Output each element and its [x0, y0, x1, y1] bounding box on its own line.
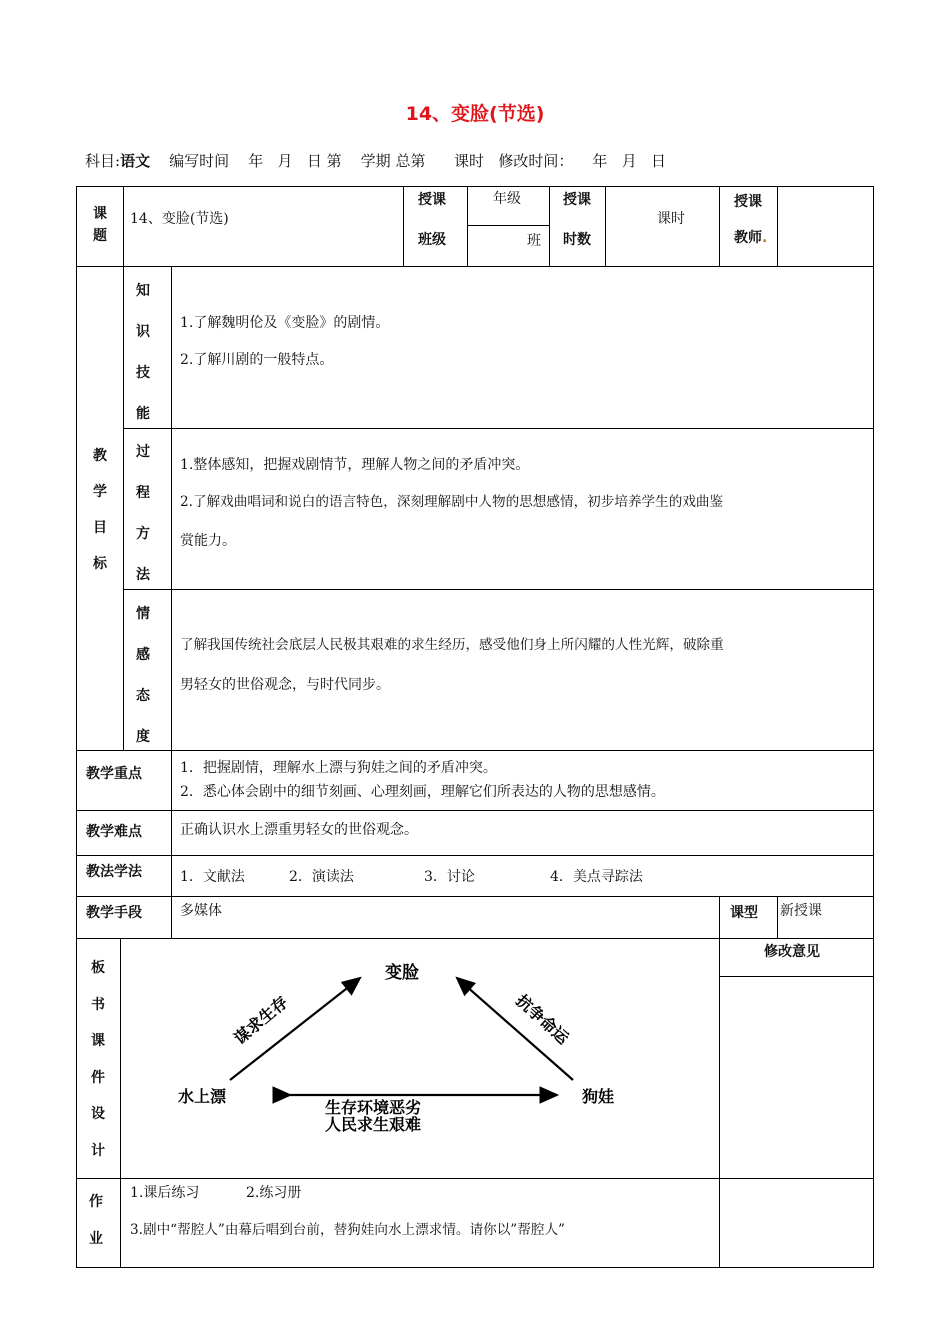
- hours-label-2: 时数: [563, 232, 591, 248]
- tools-text: 多媒体: [180, 903, 222, 919]
- table-rule: [777, 896, 778, 938]
- methods-label: 教法学法: [86, 864, 142, 880]
- teacher-label-1: 授课: [734, 194, 762, 210]
- table-rule: [777, 186, 778, 266]
- method-item-1: 1．文献法: [180, 869, 245, 885]
- edge-bottom-label-2: 人民求生艰难: [325, 1115, 422, 1134]
- table-rule: [76, 266, 874, 267]
- table-rule: [171, 266, 172, 750]
- knowledge-label: 知 识 技 能: [136, 283, 150, 422]
- table-rule: [403, 186, 404, 266]
- knowledge-line-2: 2.了解川剧的一般特点。: [180, 352, 334, 368]
- meta-line: [85, 150, 666, 171]
- revision-label: 修改意见: [764, 944, 820, 960]
- meta-rest: 编写时间 年 月 日 第 学期 总第 课时 修改时间： 年 月 日: [169, 152, 667, 170]
- table-rule: [719, 896, 720, 938]
- emotion-line-2: 男轻女的世俗观念，与时代同步。: [180, 677, 390, 693]
- table-rule: [123, 428, 874, 429]
- key-points-label: 教学重点: [86, 766, 142, 782]
- method-item-2: 2．演读法: [289, 869, 354, 885]
- table-border-right: [873, 186, 874, 1268]
- subject-value: 语文: [120, 152, 151, 170]
- table-rule: [123, 589, 874, 590]
- table-rule: [76, 1178, 874, 1179]
- table-rule: [605, 186, 606, 266]
- emotion-label: 情 感 态 度: [136, 606, 150, 745]
- key-points-line-2: 2．悉心体会剧中的细节刻画、心理刻画，理解它们所表达的人物的思想感情。: [180, 784, 665, 800]
- table-rule: [76, 1267, 874, 1268]
- method-item-4: 4．美点寻踪法: [550, 869, 643, 885]
- topic-label: 课 题: [93, 206, 107, 244]
- table-rule: [549, 186, 550, 266]
- hours-unit: 课时: [657, 211, 685, 227]
- table-rule: [467, 186, 468, 266]
- class-label-1: 授课: [418, 192, 446, 208]
- homework-item-3: 3.剧中“帮腔人”由幕后唱到台前，替狗娃向水上漂求情。请你以”帮腔人”: [130, 1222, 565, 1238]
- knowledge-line-1: 1.了解魏明伦及《变脸》的剧情。: [180, 315, 390, 331]
- process-line-2: 2.了解戏曲唱词和说白的语言特色，深刻理解剧中人物的思想感情，初步培养学生的戏曲鉴: [180, 494, 724, 510]
- hours-label-1: 授课: [563, 192, 591, 208]
- class-unit: 班: [527, 233, 541, 249]
- table-rule: [120, 938, 121, 1267]
- subject-label: 科目:: [85, 152, 121, 170]
- emotion-line-1: 了解我国传统社会底层人民极其艰难的求生经历，感受他们身上所闪耀的人性光辉，破除重: [180, 637, 724, 653]
- topic-value: 14、变脸(节选): [130, 211, 229, 227]
- table-rule: [76, 750, 874, 751]
- table-rule: [719, 976, 874, 977]
- homework-item-1: 1.课后练习: [130, 1185, 200, 1201]
- node-top: 变脸: [385, 963, 419, 983]
- table-rule: [123, 186, 124, 266]
- grade-label: 年级: [493, 191, 521, 207]
- difficulties-label: 教学难点: [86, 824, 142, 840]
- process-line-3: 赏能力。: [180, 533, 236, 549]
- lesson-type-label: 课型: [730, 905, 758, 921]
- lesson-type-value: 新授课: [780, 903, 822, 919]
- table-rule: [467, 225, 549, 226]
- homework-item-2: 2.练习册: [246, 1185, 302, 1201]
- tools-label: 教学手段: [86, 905, 142, 921]
- table-rule: [76, 896, 874, 897]
- board-label: 板 书 课 件 设 计: [91, 960, 105, 1159]
- table-rule: [76, 938, 874, 939]
- edge-left-label: 谋求生存: [230, 992, 292, 1049]
- table-rule: [76, 855, 874, 856]
- edge-right-label: 抗争命运: [512, 990, 573, 1048]
- process-label: 过 程 方 法: [136, 444, 150, 583]
- table-border-left: [76, 186, 77, 1268]
- table-rule: [76, 186, 874, 187]
- table-rule: [719, 186, 720, 266]
- process-line-1: 1.整体感知，把握戏剧情节，理解人物之间的矛盾冲突。: [180, 457, 530, 473]
- table-rule: [123, 266, 124, 750]
- homework-label: 作 业: [89, 1194, 103, 1247]
- node-left: 水上漂: [178, 1087, 227, 1106]
- method-item-3: 3．讨论: [424, 869, 475, 885]
- table-rule: [76, 810, 874, 811]
- key-points-line-1: 1．把握剧情，理解水上漂与狗娃之间的矛盾冲突。: [180, 760, 497, 776]
- teacher-label-2: 教师.: [734, 230, 768, 246]
- table-rule: [719, 938, 720, 1267]
- page-title: 14、变脸(节选): [405, 103, 545, 125]
- edge-bottom-label-1: 生存环境恶劣: [325, 1098, 422, 1117]
- objectives-label: 教 学 目 标: [93, 448, 107, 572]
- difficulties-text: 正确认识水上漂重男轻女的世俗观念。: [180, 822, 418, 838]
- node-right: 狗娃: [582, 1087, 615, 1106]
- class-label-2: 班级: [418, 232, 446, 248]
- board-diagram: [170, 950, 640, 1140]
- table-rule: [171, 750, 172, 938]
